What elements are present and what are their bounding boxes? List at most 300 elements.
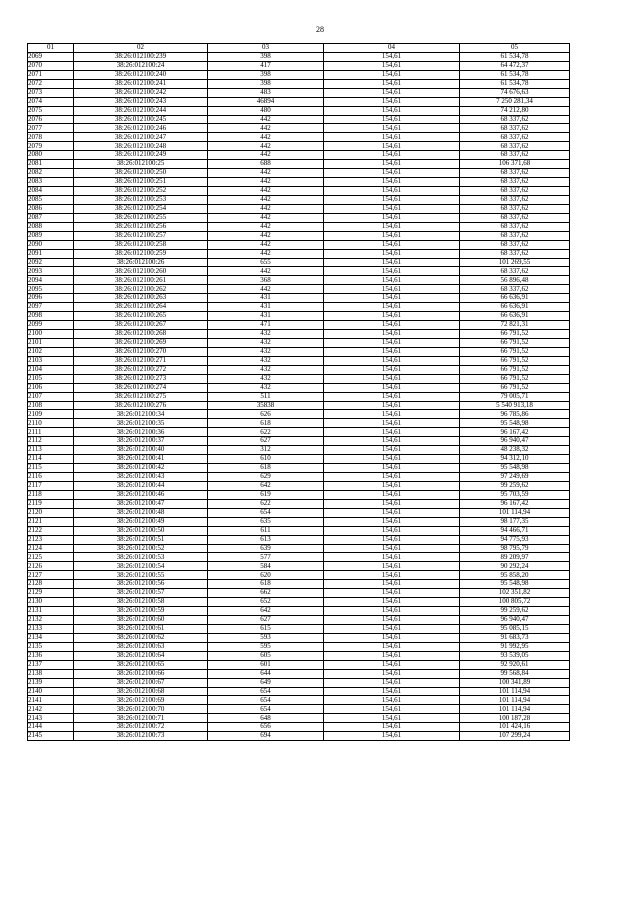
row-number-cell: 2094 [28, 276, 74, 285]
row-number-cell: 2143 [28, 714, 74, 723]
rate-cell: 154,61 [324, 88, 460, 97]
rate-cell: 154,61 [324, 419, 460, 428]
table-row [28, 589, 570, 598]
area-cell: 442 [208, 195, 324, 204]
value-cell: 66 791,52 [460, 383, 570, 392]
area-cell: 442 [208, 285, 324, 294]
table-row [28, 428, 570, 437]
cadastral-number-cell: 38:26:012100:63 [74, 642, 208, 651]
row-number-cell: 2071 [28, 70, 74, 79]
rate-cell: 154,61 [324, 714, 460, 723]
value-cell: 68 337,62 [460, 285, 570, 294]
cadastral-number-cell: 38:26:012100:256 [74, 222, 208, 231]
table-row [28, 356, 570, 365]
rate-cell: 154,61 [324, 249, 460, 258]
value-cell: 68 337,62 [460, 222, 570, 231]
value-cell: 90 292,24 [460, 562, 570, 571]
area-cell: 654 [208, 705, 324, 714]
area-cell: 398 [208, 70, 324, 79]
cadastral-number-cell: 38:26:012100:249 [74, 151, 208, 160]
area-cell: 584 [208, 562, 324, 571]
row-number-cell: 2069 [28, 52, 74, 61]
value-cell: 79 005,71 [460, 392, 570, 401]
cadastral-number-cell: 38:26:012100:263 [74, 294, 208, 303]
value-cell: 98 795,79 [460, 544, 570, 553]
value-cell: 68 337,62 [460, 240, 570, 249]
rate-cell: 154,61 [324, 696, 460, 705]
table-row [28, 294, 570, 303]
cadastral-number-cell: 38:26:012100:51 [74, 535, 208, 544]
row-number-cell: 2079 [28, 142, 74, 151]
area-cell: 615 [208, 624, 324, 633]
row-number-cell: 2092 [28, 258, 74, 267]
row-number-cell: 2133 [28, 624, 74, 633]
table-row [28, 204, 570, 213]
value-cell: 96 167,42 [460, 499, 570, 508]
value-cell: 61 534,78 [460, 79, 570, 88]
value-cell: 100 187,28 [460, 714, 570, 723]
rate-cell: 154,61 [324, 464, 460, 473]
value-cell: 101 269,55 [460, 258, 570, 267]
cadastral-number-cell: 38:26:012100:61 [74, 624, 208, 633]
cadastral-number-cell: 38:26:012100:34 [74, 410, 208, 419]
row-number-cell: 2115 [28, 464, 74, 473]
rate-cell: 154,61 [324, 106, 460, 115]
table-row [28, 732, 570, 741]
area-cell: 593 [208, 633, 324, 642]
row-number-cell: 2089 [28, 231, 74, 240]
cadastral-number-cell: 38:26:012100:42 [74, 464, 208, 473]
row-number-cell: 2093 [28, 267, 74, 276]
table-row [28, 249, 570, 258]
table-row [28, 169, 570, 178]
table-row [28, 160, 570, 169]
cadastral-number-cell: 38:26:012100:243 [74, 97, 208, 106]
cadastral-number-cell: 38:26:012100:58 [74, 598, 208, 607]
rate-cell: 154,61 [324, 517, 460, 526]
value-cell: 96 940,47 [460, 616, 570, 625]
cadastral-number-cell: 38:26:012100:57 [74, 589, 208, 598]
table-row [28, 562, 570, 571]
cadastral-number-cell: 38:26:012100:24 [74, 61, 208, 70]
row-number-cell: 2138 [28, 669, 74, 678]
value-cell: 66 791,52 [460, 374, 570, 383]
row-number-cell: 2097 [28, 303, 74, 312]
value-cell: 95 548,98 [460, 580, 570, 589]
row-number-cell: 2075 [28, 106, 74, 115]
cadastral-number-cell: 38:26:012100:255 [74, 213, 208, 222]
rate-cell: 154,61 [324, 187, 460, 196]
value-cell: 48 238,32 [460, 446, 570, 455]
table-row [28, 231, 570, 240]
cadastral-number-cell: 38:26:012100:262 [74, 285, 208, 294]
table-row [28, 124, 570, 133]
cadastral-number-cell: 38:26:012100:251 [74, 178, 208, 187]
row-number-cell: 2121 [28, 517, 74, 526]
table-row [28, 70, 570, 79]
row-number-cell: 2076 [28, 115, 74, 124]
value-cell: 99 259,62 [460, 481, 570, 490]
area-cell: 618 [208, 464, 324, 473]
value-cell: 68 337,62 [460, 187, 570, 196]
table-row [28, 106, 570, 115]
rate-cell: 154,61 [324, 142, 460, 151]
table-row [28, 258, 570, 267]
value-cell: 89 209,97 [460, 553, 570, 562]
row-number-cell: 2109 [28, 410, 74, 419]
data-table [27, 43, 570, 741]
rate-cell: 154,61 [324, 660, 460, 669]
row-number-cell: 2101 [28, 338, 74, 347]
area-cell: 442 [208, 151, 324, 160]
table-header-row [28, 44, 570, 53]
rate-cell: 154,61 [324, 732, 460, 741]
value-cell: 68 337,62 [460, 151, 570, 160]
column-header: 01 [28, 44, 74, 53]
rate-cell: 154,61 [324, 338, 460, 347]
rate-cell: 154,61 [324, 258, 460, 267]
rate-cell: 154,61 [324, 294, 460, 303]
row-number-cell: 2104 [28, 365, 74, 374]
value-cell: 94 775,93 [460, 535, 570, 544]
table-row [28, 607, 570, 616]
rate-cell: 154,61 [324, 392, 460, 401]
value-cell: 66 791,52 [460, 338, 570, 347]
value-cell: 99 259,62 [460, 607, 570, 616]
table-row [28, 446, 570, 455]
rate-cell: 154,61 [324, 276, 460, 285]
table-row [28, 133, 570, 142]
rate-cell: 154,61 [324, 589, 460, 598]
value-cell: 66 636,91 [460, 312, 570, 321]
rate-cell: 154,61 [324, 231, 460, 240]
value-cell: 56 896,48 [460, 276, 570, 285]
cadastral-number-cell: 38:26:012100:65 [74, 660, 208, 669]
row-number-cell: 2137 [28, 660, 74, 669]
row-number-cell: 2129 [28, 589, 74, 598]
row-number-cell: 2073 [28, 88, 74, 97]
area-cell: 398 [208, 79, 324, 88]
row-number-cell: 2100 [28, 330, 74, 339]
table-row [28, 464, 570, 473]
cadastral-number-cell: 38:26:012100:259 [74, 249, 208, 258]
value-cell: 72 821,31 [460, 321, 570, 330]
rate-cell: 154,61 [324, 437, 460, 446]
cadastral-number-cell: 38:26:012100:253 [74, 195, 208, 204]
cadastral-number-cell: 38:26:012100:250 [74, 169, 208, 178]
table-row [28, 61, 570, 70]
cadastral-number-cell: 38:26:012100:37 [74, 437, 208, 446]
rate-cell: 154,61 [324, 544, 460, 553]
value-cell: 97 249,69 [460, 473, 570, 482]
rate-cell: 154,61 [324, 580, 460, 589]
table-row [28, 419, 570, 428]
cadastral-number-cell: 38:26:012100:62 [74, 633, 208, 642]
cadastral-number-cell: 38:26:012100:54 [74, 562, 208, 571]
rate-cell: 154,61 [324, 383, 460, 392]
row-number-cell: 2123 [28, 535, 74, 544]
rate-cell: 154,61 [324, 115, 460, 124]
cadastral-number-cell: 38:26:012100:72 [74, 723, 208, 732]
area-cell: 610 [208, 455, 324, 464]
value-cell: 68 337,62 [460, 115, 570, 124]
row-number-cell: 2083 [28, 178, 74, 187]
value-cell: 96 167,42 [460, 428, 570, 437]
value-cell: 101 114,94 [460, 508, 570, 517]
table-row [28, 678, 570, 687]
row-number-cell: 2081 [28, 160, 74, 169]
cadastral-number-cell: 38:26:012100:242 [74, 88, 208, 97]
table-row [28, 213, 570, 222]
column-header: 05 [460, 44, 570, 53]
cadastral-number-cell: 38:26:012100:244 [74, 106, 208, 115]
value-cell: 92 920,61 [460, 660, 570, 669]
area-cell: 398 [208, 52, 324, 61]
row-number-cell: 2126 [28, 562, 74, 571]
cadastral-number-cell: 38:26:012100:264 [74, 303, 208, 312]
value-cell: 68 337,62 [460, 204, 570, 213]
area-cell: 654 [208, 687, 324, 696]
table-row [28, 285, 570, 294]
cadastral-number-cell: 38:26:012100:247 [74, 133, 208, 142]
cadastral-number-cell: 38:26:012100:60 [74, 616, 208, 625]
area-cell: 635 [208, 517, 324, 526]
rate-cell: 154,61 [324, 79, 460, 88]
rate-cell: 154,61 [324, 133, 460, 142]
row-number-cell: 2122 [28, 526, 74, 535]
value-cell: 66 636,91 [460, 294, 570, 303]
cadastral-number-cell: 38:26:012100:26 [74, 258, 208, 267]
rate-cell: 154,61 [324, 401, 460, 410]
area-cell: 35838 [208, 401, 324, 410]
area-cell: 627 [208, 437, 324, 446]
table-row [28, 553, 570, 562]
value-cell: 64 472,37 [460, 61, 570, 70]
table-row [28, 222, 570, 231]
rate-cell: 154,61 [324, 374, 460, 383]
table-row [28, 535, 570, 544]
area-cell: 442 [208, 142, 324, 151]
rate-cell: 154,61 [324, 267, 460, 276]
row-number-cell: 2099 [28, 321, 74, 330]
table-row [28, 616, 570, 625]
rate-cell: 154,61 [324, 678, 460, 687]
cadastral-number-cell: 38:26:012100:41 [74, 455, 208, 464]
value-cell: 95 858,20 [460, 571, 570, 580]
cadastral-number-cell: 38:26:012100:248 [74, 142, 208, 151]
rate-cell: 154,61 [324, 285, 460, 294]
value-cell: 100 805,72 [460, 598, 570, 607]
rate-cell: 154,61 [324, 347, 460, 356]
area-cell: 626 [208, 410, 324, 419]
rate-cell: 154,61 [324, 562, 460, 571]
row-number-cell: 2084 [28, 187, 74, 196]
rate-cell: 154,61 [324, 624, 460, 633]
table-row [28, 624, 570, 633]
row-number-cell: 2128 [28, 580, 74, 589]
row-number-cell: 2130 [28, 598, 74, 607]
area-cell: 656 [208, 723, 324, 732]
value-cell: 7 250 281,34 [460, 97, 570, 106]
row-number-cell: 2087 [28, 213, 74, 222]
row-number-cell: 2078 [28, 133, 74, 142]
value-cell: 68 337,62 [460, 142, 570, 151]
cadastral-number-cell: 38:26:012100:49 [74, 517, 208, 526]
row-number-cell: 2127 [28, 571, 74, 580]
rate-cell: 154,61 [324, 455, 460, 464]
area-cell: 619 [208, 490, 324, 499]
table-row [28, 267, 570, 276]
cadastral-number-cell: 38:26:012100:241 [74, 79, 208, 88]
table-row [28, 723, 570, 732]
cadastral-number-cell: 38:26:012100:48 [74, 508, 208, 517]
row-number-cell: 2107 [28, 392, 74, 401]
row-number-cell: 2114 [28, 455, 74, 464]
row-number-cell: 2142 [28, 705, 74, 714]
cadastral-number-cell: 38:26:012100:50 [74, 526, 208, 535]
cadastral-number-cell: 38:26:012100:44 [74, 481, 208, 490]
table-row [28, 97, 570, 106]
cadastral-number-cell: 38:26:012100:71 [74, 714, 208, 723]
rate-cell: 154,61 [324, 651, 460, 660]
row-number-cell: 2070 [28, 61, 74, 70]
area-cell: 595 [208, 642, 324, 651]
area-cell: 417 [208, 61, 324, 70]
area-cell: 611 [208, 526, 324, 535]
area-cell: 471 [208, 321, 324, 330]
cadastral-number-cell: 38:26:012100:267 [74, 321, 208, 330]
table-row [28, 481, 570, 490]
rate-cell: 154,61 [324, 240, 460, 249]
value-cell: 74 212,80 [460, 106, 570, 115]
area-cell: 431 [208, 294, 324, 303]
cadastral-number-cell: 38:26:012100:36 [74, 428, 208, 437]
area-cell: 431 [208, 303, 324, 312]
value-cell: 68 337,62 [460, 213, 570, 222]
cadastral-number-cell: 38:26:012100:258 [74, 240, 208, 249]
area-cell: 649 [208, 678, 324, 687]
table-row [28, 598, 570, 607]
area-cell: 442 [208, 240, 324, 249]
table-row [28, 142, 570, 151]
rate-cell: 154,61 [324, 160, 460, 169]
cadastral-number-cell: 38:26:012100:265 [74, 312, 208, 321]
rate-cell: 154,61 [324, 705, 460, 714]
table-row [28, 651, 570, 660]
table-row [28, 633, 570, 642]
cadastral-number-cell: 38:26:012100:69 [74, 696, 208, 705]
row-number-cell: 2111 [28, 428, 74, 437]
row-number-cell: 2125 [28, 553, 74, 562]
area-cell: 622 [208, 499, 324, 508]
row-number-cell: 2080 [28, 151, 74, 160]
cadastral-number-cell: 38:26:012100:73 [74, 732, 208, 741]
value-cell: 95 548,98 [460, 464, 570, 473]
row-number-cell: 2136 [28, 651, 74, 660]
row-number-cell: 2090 [28, 240, 74, 249]
table-row [28, 490, 570, 499]
row-number-cell: 2118 [28, 490, 74, 499]
cadastral-number-cell: 38:26:012100:25 [74, 160, 208, 169]
value-cell: 98 177,35 [460, 517, 570, 526]
table-row [28, 240, 570, 249]
area-cell: 618 [208, 419, 324, 428]
rate-cell: 154,61 [324, 553, 460, 562]
rate-cell: 154,61 [324, 303, 460, 312]
cadastral-number-cell: 38:26:012100:43 [74, 473, 208, 482]
value-cell: 93 539,05 [460, 651, 570, 660]
value-cell: 68 337,62 [460, 231, 570, 240]
row-number-cell: 2098 [28, 312, 74, 321]
cadastral-number-cell: 38:26:012100:260 [74, 267, 208, 276]
area-cell: 442 [208, 124, 324, 133]
table-row [28, 526, 570, 535]
row-number-cell: 2120 [28, 508, 74, 517]
cadastral-number-cell: 38:26:012100:270 [74, 347, 208, 356]
area-cell: 432 [208, 383, 324, 392]
value-cell: 94 312,10 [460, 455, 570, 464]
cadastral-number-cell: 38:26:012100:269 [74, 338, 208, 347]
row-number-cell: 2072 [28, 79, 74, 88]
table-row [28, 195, 570, 204]
cadastral-number-cell: 38:26:012100:276 [74, 401, 208, 410]
rate-cell: 154,61 [324, 687, 460, 696]
area-cell: 442 [208, 213, 324, 222]
row-number-cell: 2103 [28, 356, 74, 365]
cadastral-number-cell: 38:26:012100:68 [74, 687, 208, 696]
table-row [28, 705, 570, 714]
table-row [28, 455, 570, 464]
row-number-cell: 2132 [28, 616, 74, 625]
table-row [28, 517, 570, 526]
rate-cell: 154,61 [324, 204, 460, 213]
rate-cell: 154,61 [324, 633, 460, 642]
value-cell: 102 351,82 [460, 589, 570, 598]
area-cell: 442 [208, 178, 324, 187]
area-cell: 601 [208, 660, 324, 669]
table-row [28, 580, 570, 589]
table-row [28, 437, 570, 446]
value-cell: 66 791,52 [460, 356, 570, 365]
area-cell: 618 [208, 580, 324, 589]
value-cell: 68 337,62 [460, 249, 570, 258]
column-header: 03 [208, 44, 324, 53]
rate-cell: 154,61 [324, 642, 460, 651]
area-cell: 442 [208, 169, 324, 178]
area-cell: 654 [208, 696, 324, 705]
table-row [28, 544, 570, 553]
cadastral-number-cell: 38:26:012100:240 [74, 70, 208, 79]
value-cell: 100 341,89 [460, 678, 570, 687]
cadastral-number-cell: 38:26:012100:275 [74, 392, 208, 401]
row-number-cell: 2074 [28, 97, 74, 106]
rate-cell: 154,61 [324, 473, 460, 482]
table-row [28, 392, 570, 401]
table-row [28, 401, 570, 410]
rate-cell: 154,61 [324, 222, 460, 231]
rate-cell: 154,61 [324, 365, 460, 374]
value-cell: 101 114,94 [460, 696, 570, 705]
rate-cell: 154,61 [324, 61, 460, 70]
table-row [28, 115, 570, 124]
value-cell: 68 337,62 [460, 195, 570, 204]
rate-cell: 154,61 [324, 571, 460, 580]
rate-cell: 154,61 [324, 499, 460, 508]
value-cell: 95 085,15 [460, 624, 570, 633]
rate-cell: 154,61 [324, 213, 460, 222]
table-body [28, 52, 570, 740]
row-number-cell: 2082 [28, 169, 74, 178]
